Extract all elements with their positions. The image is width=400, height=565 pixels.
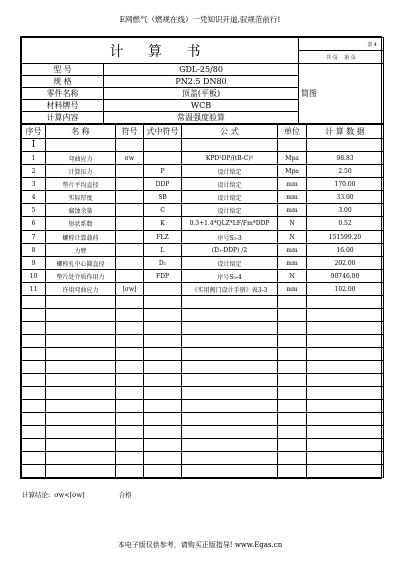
cell-unit: mm (278, 257, 307, 270)
empty-row (22, 426, 384, 439)
info-value: PN2.5 DN80 (104, 76, 299, 88)
empty-row (22, 348, 384, 361)
cell-formula: KPD²DP/(tB-C)² (182, 152, 278, 165)
table-row (22, 204, 384, 217)
table-row (22, 244, 384, 257)
column-header-row (22, 125, 384, 139)
cell-unit: Mpa (278, 165, 307, 178)
header-table (21, 37, 384, 124)
cell-value: 102.00 (307, 283, 384, 296)
col-header: 式中符号 (144, 125, 182, 139)
sheet-title: 计 算 书 (22, 38, 299, 64)
info-value: WCB (104, 100, 299, 112)
empty-row (22, 439, 384, 452)
cell-formula: 序号S₃-4 (182, 270, 278, 283)
cell-unit: mm (278, 244, 307, 257)
cell-symbol (116, 231, 144, 244)
conclusion-result: 合格 (118, 491, 132, 499)
empty-row (22, 465, 384, 478)
table-row (22, 231, 384, 244)
info-value: GDL-25/80 (104, 64, 299, 76)
cell-formula: 设计给定 (182, 191, 278, 204)
cell-sub (144, 152, 182, 165)
cell-no: 3 (22, 178, 46, 191)
empty-row (22, 387, 384, 400)
cell-sub: DDP (144, 178, 182, 191)
empty-row (22, 413, 384, 426)
empty-row (22, 335, 384, 348)
cell-unit: N (278, 270, 307, 283)
cell-name: 计算压力 (46, 165, 116, 178)
cell-sub: L (144, 244, 182, 257)
cell-sub: C (144, 204, 182, 217)
sketch-label: 简图 (301, 89, 317, 98)
info-label: 计算内容 (22, 112, 104, 124)
empty-row (22, 322, 384, 335)
cell-symbol (116, 244, 144, 257)
col-header: 名 称 (46, 125, 116, 139)
cell-name: 形状系数 (46, 217, 116, 231)
cell-name: 腐蚀余量 (46, 204, 116, 217)
cell-no: 1 (22, 152, 46, 165)
col-header: 单位 (278, 125, 307, 139)
cell-name: 弯曲应力 (46, 152, 116, 165)
site-banner: E网燃气（燃规在线）一凭知识开道,驭规范前行! (119, 15, 281, 24)
cell-formula: 序号S₃-3 (182, 231, 278, 244)
cell-symbol: [σw] (116, 283, 144, 296)
conclusion-label: 计算结论: (22, 491, 51, 499)
info-label: 材料牌号 (22, 100, 104, 112)
calculation-table (21, 124, 384, 478)
cell-value: 0.52 (307, 217, 384, 231)
cell-name: 实际厚度 (46, 191, 116, 204)
empty-row (22, 296, 384, 309)
cell-value: 3.00 (307, 204, 384, 217)
cell-no: 2 (22, 165, 46, 178)
cell-no: 10 (22, 270, 46, 283)
cell-symbol (116, 165, 144, 178)
cell-sub: P (144, 165, 182, 178)
cell-name: 螺栓计算载荷 (46, 231, 116, 244)
empty-row (22, 374, 384, 387)
cell-formula: 《实用阀门设计手册》表3-3 (182, 283, 278, 296)
cell-unit: N (278, 217, 307, 231)
cell-no: 9 (22, 257, 46, 270)
cell-symbol (116, 204, 144, 217)
cell-formula: 0.3+1.4*QLZ*LF/Fm*DDP (182, 217, 278, 231)
cell-no: 11 (22, 283, 46, 296)
empty-row (22, 452, 384, 465)
col-header: 公 式 (182, 125, 278, 139)
cell-no: 6 (22, 217, 46, 231)
cell-name: 垫片处介质作用力 (46, 270, 116, 283)
info-label: 规 格 (22, 76, 104, 88)
cell-symbol (116, 178, 144, 191)
info-label: 零件名称 (22, 88, 104, 100)
cell-formula: 设计给定 (182, 165, 278, 178)
empty-row (22, 361, 384, 374)
table-row (22, 257, 384, 270)
conclusion (22, 490, 166, 499)
cell-value: 90746.00 (307, 270, 384, 283)
cell-sub (144, 283, 182, 296)
cell-symbol (116, 257, 144, 270)
page-count: 共 页 第 页 (299, 51, 384, 64)
cell-sub: D₁ (144, 257, 182, 270)
cell-no: 5 (22, 204, 46, 217)
cell-unit: mm (278, 283, 307, 296)
cell-sub: K (144, 217, 182, 231)
conclusion-expr: σw<[σw] (54, 491, 85, 499)
cell-unit: mm (278, 191, 307, 204)
cell-unit: Mpa (278, 152, 307, 165)
col-header: 符号 (116, 125, 144, 139)
info-value: 常温强度验算 (104, 112, 299, 124)
cell-value: 202.00 (307, 257, 384, 270)
cell-unit: N (278, 231, 307, 244)
info-label: 型 号 (22, 64, 104, 76)
cell-name: 螺栓孔中心圆直径 (46, 257, 116, 270)
calculation-sheet (20, 36, 382, 479)
table-row (22, 178, 384, 191)
table-row (22, 152, 384, 165)
cell-formula: 设计给定 (182, 204, 278, 217)
cell-value: 170.00 (307, 178, 384, 191)
footer-note: 本电子版仅供参考，请购买正版指导! www.Egas.cn (117, 541, 283, 549)
cell-name: 力臂 (46, 244, 116, 257)
table-row (22, 165, 384, 178)
cell-sub: FDP (144, 270, 182, 283)
table-row (22, 270, 384, 283)
cell-no: 8 (22, 244, 46, 257)
cell-no: 4 (22, 191, 46, 204)
cell-name: 垫片平均直径 (46, 178, 116, 191)
cell-value: 98.83 (307, 152, 384, 165)
table-row (22, 283, 384, 296)
cell-symbol (116, 270, 144, 283)
cell-symbol: σw (116, 152, 144, 165)
section-label: I (22, 139, 46, 152)
col-header: 计 算 数 据 (307, 125, 384, 139)
cell-value: 151599.20 (307, 231, 384, 244)
cell-name: 许用弯曲应力 (46, 283, 116, 296)
cell-symbol (116, 217, 144, 231)
table-row (22, 217, 384, 231)
cell-formula: 设计给定 (182, 178, 278, 191)
cell-sub: SB (144, 191, 182, 204)
cell-unit: mm (278, 204, 307, 217)
cell-sub: FLZ (144, 231, 182, 244)
cell-value: 2.50 (307, 165, 384, 178)
cell-symbol (116, 191, 144, 204)
cell-value: 33.00 (307, 191, 384, 204)
info-value: 顶盖(平板) (104, 88, 299, 100)
empty-row (22, 400, 384, 413)
sheet-number: 表 4 (299, 38, 384, 51)
cell-value: 16.00 (307, 244, 384, 257)
table-row (22, 191, 384, 204)
cell-no: 7 (22, 231, 46, 244)
col-header: 序号 (22, 125, 46, 139)
cell-formula: 设计给定 (182, 257, 278, 270)
cell-unit: mm (278, 178, 307, 191)
empty-row (22, 309, 384, 322)
cell-formula: (D₁-DDP) /2 (182, 244, 278, 257)
